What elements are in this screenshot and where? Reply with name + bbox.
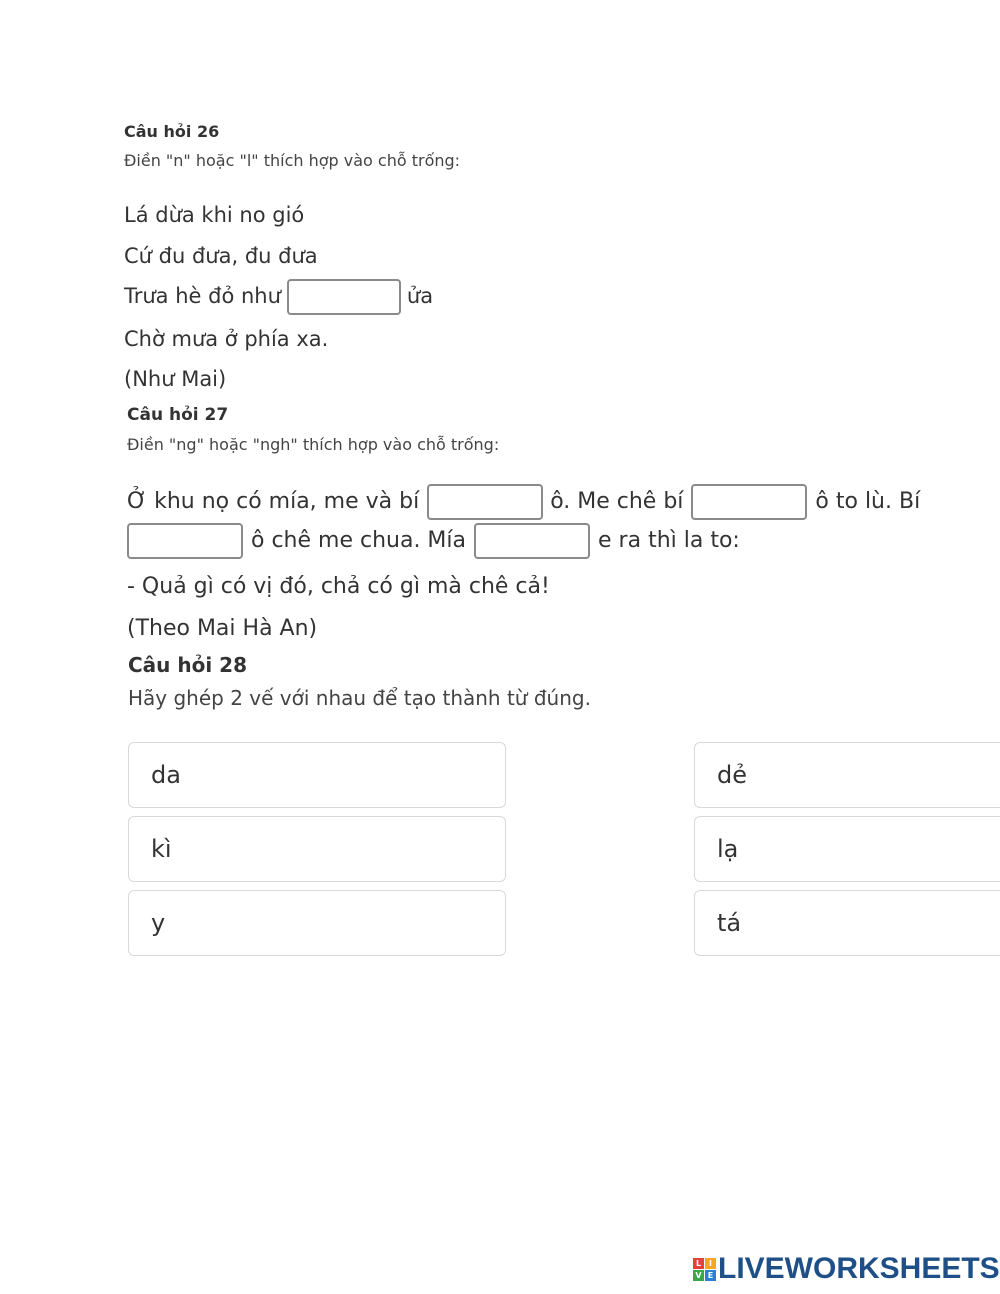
answer-blank-q26[interactable] (287, 279, 401, 315)
question-28-instruction: Hãy ghép 2 vế với nhau để tạo thành từ đúng. (128, 686, 591, 710)
question-28-title: Câu hỏi 28 (128, 653, 248, 677)
answer-blank-q27-4[interactable] (474, 523, 590, 559)
passage-text-1a: Ở khu nọ có mía, me và bí (127, 489, 420, 514)
match-left-item[interactable]: kì (128, 816, 506, 882)
passage-text-1c: ô to lù. Bí (815, 489, 921, 514)
logo-square: V (693, 1270, 704, 1281)
logo-text: LIVEWORKSHEETS (718, 1252, 1000, 1285)
question-27-instruction: Điền "ng" hoặc "ngh" thích hợp vào chỗ trống: (127, 435, 500, 454)
passage-line-3: - Quả gì có vị đó, chả có gì mà chê cả! (127, 574, 550, 599)
poem-line-4: Chờ mưa ở phía xa. (124, 327, 329, 351)
question-26-instruction: Điền "n" hoặc "l" thích hợp vào chỗ trống: (124, 151, 461, 170)
poem-line-3 (124, 279, 433, 315)
poem-line-3-after: ửa (406, 284, 434, 308)
match-right-item[interactable]: tá (694, 890, 1000, 956)
poem-author: (Như Mai) (124, 367, 227, 391)
passage-text-2b: e ra thì la to: (598, 528, 740, 553)
match-right-item[interactable]: dẻ (694, 742, 1000, 808)
match-left-item[interactable]: y (128, 890, 506, 956)
passage-text-2a: ô chê me chua. Mía (251, 528, 467, 553)
question-27-title: Câu hỏi 27 (127, 405, 229, 425)
poem-line-1: Lá dừa khi no gió (124, 203, 305, 227)
answer-blank-q27-2[interactable] (691, 484, 807, 520)
passage-source: (Theo Mai Hà An) (127, 616, 318, 641)
logo-square: L (693, 1258, 704, 1269)
answer-blank-q27-1[interactable] (427, 484, 543, 520)
passage-line-2 (127, 523, 740, 559)
logo-square: E (705, 1270, 716, 1281)
match-right-item[interactable]: lạ (694, 816, 1000, 882)
poem-line-3-before: Trưa hè đỏ như (124, 284, 281, 308)
question-26-title: Câu hỏi 26 (124, 122, 220, 141)
passage-text-1b: ô. Me chê bí (550, 489, 684, 514)
answer-blank-q27-3[interactable] (127, 523, 243, 559)
logo-icon (693, 1258, 716, 1281)
poem-line-2: Cứ đu đưa, đu đưa (124, 244, 318, 268)
passage-line-1 (127, 484, 920, 520)
liveworksheets-logo (693, 1252, 1000, 1286)
logo-square: I (705, 1258, 716, 1269)
match-left-item[interactable]: da (128, 742, 506, 808)
